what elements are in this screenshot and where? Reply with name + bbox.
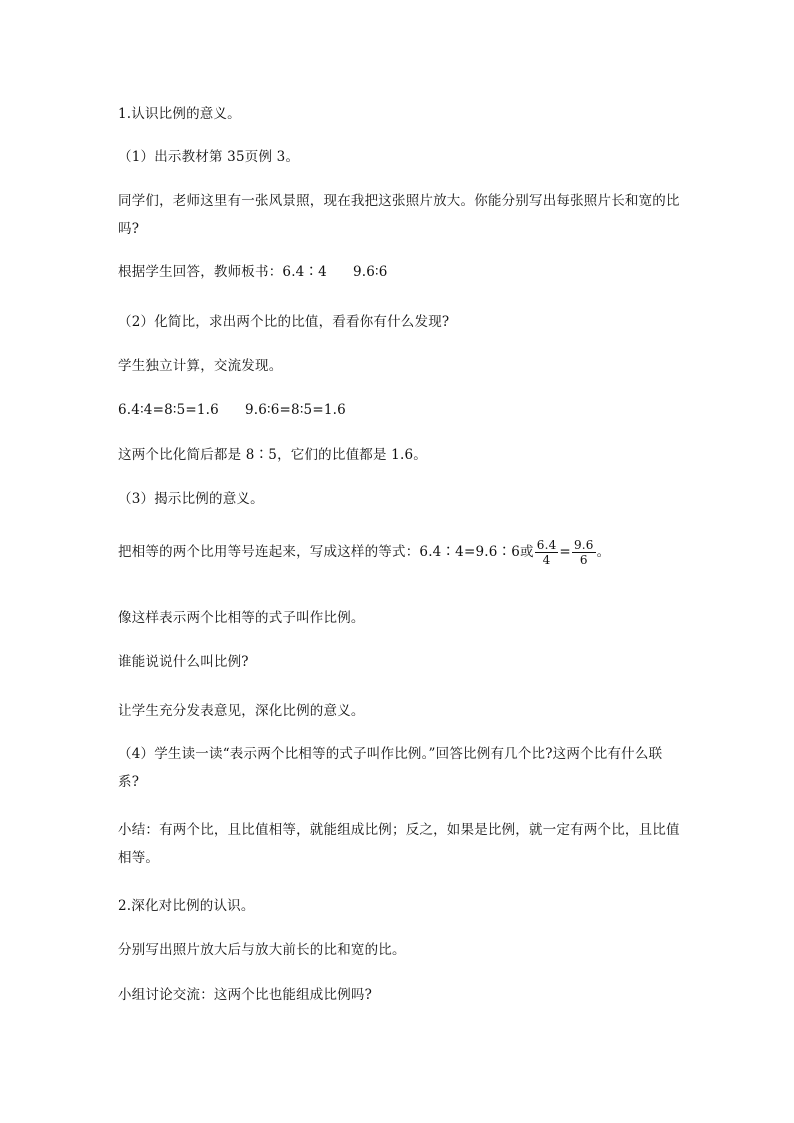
section-heading-2: 2.深化对比例的认识。 [118,898,255,914]
calculation-line [118,396,683,424]
group-discussion-text: 小组讨论交流：这两个比也能组成比例吗? [118,987,373,1003]
fraction-1-denominator: 4 [542,553,551,567]
student-activity: 学生独立计算，交流发现。 [118,358,283,374]
fraction-1 [535,538,559,567]
equals-sign: = [559,544,571,560]
section-heading-1: 1.认识比例的意义。 [118,106,241,122]
question-text: 谁能说说什么叫比例? [118,654,249,670]
discussion-text: 让学生充分发表意见，深化比例的意义。 [118,703,365,719]
definition-text: 像这样表示两个比相等的式子叫作比例。 [118,610,365,626]
step-1-text: （1）出示教材第 35页例 3。 [118,149,300,165]
fraction-2 [572,538,596,567]
fraction-2-denominator: 6 [579,553,588,567]
finding-text: 这两个比化简后都是 8∶5，它们的比值都是 1.6。 [118,447,427,463]
task-text: 分别写出照片放大后与放大前长的比和宽的比。 [118,942,406,958]
equation-text: 把相等的两个比用等号连起来，写成这样的等式：6.4∶4=9.6∶6或 [118,544,534,560]
equation-end: 。 [596,544,611,560]
fraction-2-numerator: 9.6 [573,538,594,552]
step-3-text: （3）揭示比例的意义。 [118,491,264,507]
blackboard-label: 根据学生回答，教师板书：6.4∶4 [118,264,327,280]
teacher-question: 同学们，老师这里有一张风景照，现在我把这张照片放大。你能分别写出每张照片长和宽的比吗? [118,193,680,237]
equation-line [118,538,683,567]
summary-text: 小结：有两个比，且比值相等，就能组成比例；反之，如果是比例，就一定有两个比，且比值相等。 [118,822,680,866]
step-2-text: （2）化简比，求出两个比的比值，看看你有什么发现? [118,314,450,330]
step-4-text: （4）学生读一读“表示两个比相等的式子叫作比例。”回答比例有几个比?这两个比有什么联系? [118,746,663,790]
calculation-1: 6.4∶4=8∶5=1.6 [118,402,219,418]
calculation-2: 9.6∶6=8∶5=1.6 [244,402,346,418]
blackboard-line [118,258,683,286]
blackboard-ratio-2: 9.6∶6 [352,264,388,280]
fraction-1-numerator: 6.4 [536,538,557,552]
